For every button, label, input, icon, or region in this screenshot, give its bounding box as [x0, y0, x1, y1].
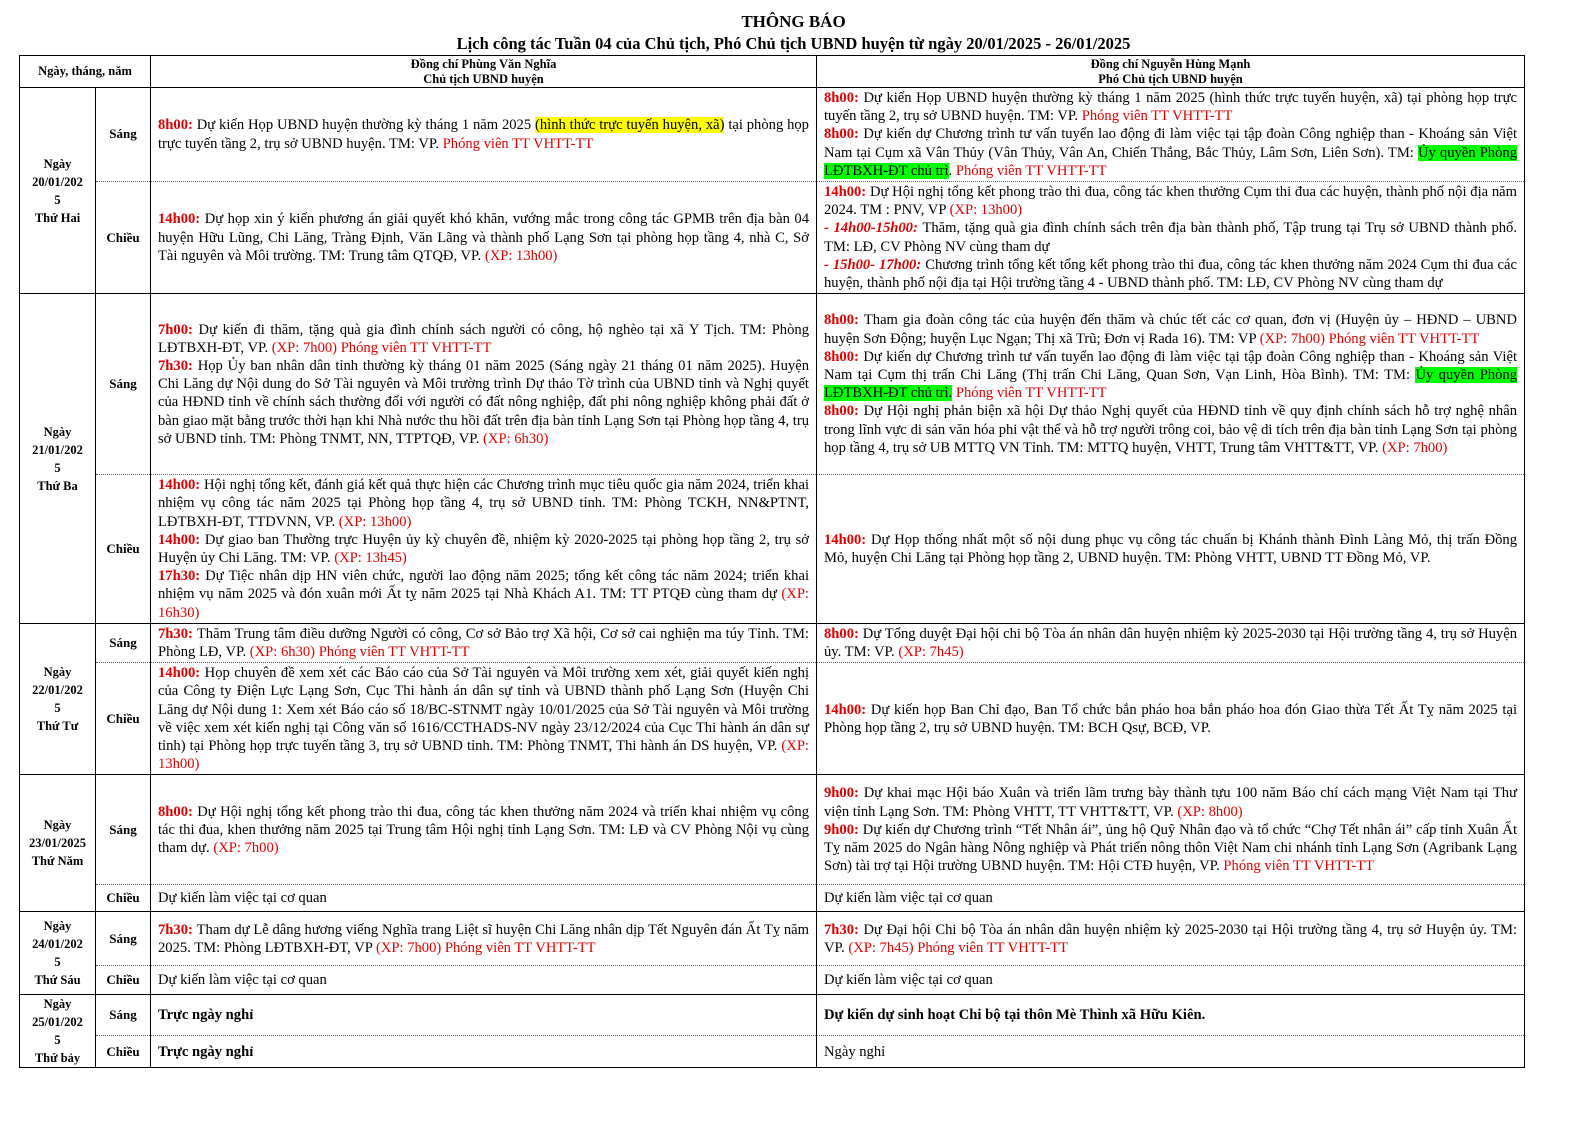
- schedule-entry: [824, 311, 1517, 347]
- entry-time: 7h30:: [158, 357, 198, 374]
- entry-note: (XP: 6h30) Phóng viên TT VHTT-TT: [249, 644, 470, 661]
- entry-time: 7h00:: [158, 321, 199, 338]
- schedule-entry: [158, 531, 809, 567]
- session-morning: Sáng: [96, 995, 151, 1035]
- entry-text: Trực ngày nghỉ: [158, 1007, 254, 1024]
- session-afternoon: Chiều: [96, 966, 151, 995]
- vice-chairman-schedule-cell: [817, 775, 1525, 885]
- entry-text: Dự kiến họp Ban Chỉ đạo, Ban Tổ chức bắn pháo hoa bắn pháo hoa đón Giao thừa Tết Ất Tỵ năm 2025 tại Phòng họp tầng 2, trụ sở UBND huyện. TM: BCH Qsự, BCĐ, VP.: [824, 701, 1518, 736]
- morning-row: [20, 775, 1525, 885]
- entry-text: Dự họp xin ý kiến phương án giải quyết khó khăn, vướng mắc trong công tác GPMB trên địa bàn 04 huyện Hữu Lũng, Chi Lăng, Tràng Định, Văn Lãng và thành phố Lạng Sơn tại phòng họp tầng 4, nhà C, Sở Tài nguyên và Môi trường. TM: Trung tâm QTQĐ, VP.: [158, 211, 809, 264]
- day-label-line: Ngày: [43, 919, 72, 934]
- entry-text: Chương trình tổng kết tổng kết phong trào thi đua, công tác khen thưởng năm 2024 Cụm thi đua các huyện, thành phố nội địa tại Hội trường tầng 4 - UBND thành phố. TM: LĐ, CV Phòng NV cùng tham dự: [824, 256, 1517, 292]
- entry-highlight: (hình thức trực tuyến huyện, xã): [535, 117, 725, 134]
- day-label-line: Thứ Ba: [37, 478, 78, 493]
- entry-note: (XP: 13h00): [949, 202, 1023, 219]
- morning-row: [20, 912, 1525, 966]
- entry-note: (XP: 13h00): [484, 247, 558, 264]
- vice-chairman-schedule-cell: [817, 1035, 1525, 1068]
- entry-note: (XP: 8h00): [1177, 803, 1243, 820]
- entry-note: (XP: 7h45): [898, 644, 964, 661]
- entry-text: Dự kiến đi thăm, tặng quà gia đình chính sách người có công, hộ nghèo tại xã Y Tịch. TM: Phòng LĐTBXH-ĐT, VP.: [158, 321, 809, 356]
- afternoon-row: [20, 475, 1525, 624]
- chairman-schedule-cell: [151, 885, 817, 912]
- day-label-line: 25/01/202: [32, 1015, 83, 1030]
- schedule-entry: [824, 889, 1517, 907]
- morning-row: [20, 623, 1525, 662]
- session-afternoon: Chiều: [96, 182, 151, 294]
- day-label-line: Thứ Tư: [36, 719, 79, 734]
- afternoon-row: [20, 1035, 1525, 1068]
- entry-time: 8h00:: [824, 403, 864, 420]
- morning-row: [20, 995, 1525, 1035]
- entry-note: Phóng viên TT VHTT-TT: [1223, 858, 1375, 875]
- entry-time: 9h00:: [824, 785, 864, 802]
- entry-text: Dự Hội nghị tổng kết phong trào thi đua, công tác khen thưởng Cụm thi đua các huyện, thành phố nội địa năm 2024. TM : PNV, VP: [824, 184, 1518, 219]
- schedule-entry: [824, 821, 1517, 876]
- entry-note: Phóng viên TT VHTT-TT: [955, 162, 1107, 179]
- entry-text: Dự kiến làm việc tại cơ quan: [824, 890, 993, 907]
- chairman-schedule-cell: [151, 88, 817, 182]
- schedule-entry: [824, 1006, 1517, 1024]
- session-afternoon: Chiều: [96, 1035, 151, 1068]
- schedule-entry: [158, 567, 809, 622]
- schedule-entry: [824, 219, 1517, 255]
- entry-text: Dự kiến dự Chương trình “Tết Nhân ái”, ủng hộ Quỹ Nhân đạo và tổ chức “Chợ Tết nhân ái” cấp tỉnh Xuân Ất Tỵ năm 2025 do Ngân hàng Nông nghiệp và Phát triển nông thôn Việt Nam chi nhánh tỉnh Lạng Sơn (Agribank Lạng Sơn) tài trợ tại Hội trường UBND huyện. TM: Hội CTĐ huyện, VP.: [824, 821, 1518, 875]
- day-label: [20, 294, 96, 624]
- afternoon-row: [20, 966, 1525, 995]
- entry-time: 14h00:: [158, 211, 205, 228]
- schedule-entry: [158, 116, 809, 152]
- schedule-entry: [158, 625, 809, 661]
- entry-note: (XP: 7h00): [1382, 439, 1448, 456]
- header-chairman: [151, 56, 817, 88]
- entry-text: Họp Ủy ban nhân dân tỉnh thường kỳ tháng 01 năm 2025 (Sáng ngày 21 tháng 01 năm 2025). Huyện Chi Lăng dự Nội dung do Sở Tài nguyên và Môi trường trình Dự thảo Tờ trình của UBND tỉnh và Nghị quyết của HĐND tỉnh về chính sách thường đối với người có đất nông nghiệp, đất phi nông nghiệp không phải đất ở bàn giao mặt bằng trước thời hạn khi Nhà nước thu hồi đất trên địa bàn tỉnh Lạng Sơn tại Phòng họp tầng 4, trụ sở UBND tỉnh. TM: Phòng TNMT, NN, TTPTQĐ, VP.: [158, 357, 809, 447]
- entry-time: 8h00:: [824, 348, 864, 365]
- vice-chairman-schedule-cell: [817, 663, 1525, 775]
- session-morning: Sáng: [96, 88, 151, 182]
- chairman-schedule-cell: [151, 294, 817, 475]
- entry-time: 17h30:: [158, 568, 206, 585]
- day-label-line: 5: [54, 701, 61, 716]
- chairman-schedule-cell: [151, 1035, 817, 1068]
- entry-note: (XP: 7h00) Phóng viên TT VHTT-TT: [271, 339, 492, 356]
- day-label-line: 21/01/202: [32, 442, 83, 457]
- day-label-line: Thứ Hai: [34, 210, 81, 225]
- schedule-entry: [824, 701, 1517, 737]
- entry-time: 8h00:: [158, 803, 198, 820]
- schedule-entry: [824, 531, 1517, 567]
- day-label-line: 20/01/202: [32, 174, 83, 189]
- session-morning: Sáng: [96, 912, 151, 966]
- day-label-line: Ngày: [43, 997, 72, 1012]
- day-label-line: 5: [54, 1033, 61, 1048]
- entry-time: 7h30:: [824, 921, 864, 938]
- entry-text: Dự Hội nghị phản biện xã hội Dự thảo Nghị quyết của HĐND tỉnh về quy định chính sách hỗ trợ nghệ nhân trong lĩnh vực di sản văn hóa phi vật thể và hỗ trợ người trông coi, bảo vệ di tích trên địa bàn tỉnh Lạng Sơn tại phòng họp tầng 4, trụ sở UB MTTQ VN Tỉnh. TM: MTTQ huyện, VHTT, Trung tâm VHTT&TT, VP.: [824, 403, 1517, 456]
- session-afternoon: Chiều: [96, 475, 151, 624]
- document-subtitle: Lịch công tác Tuần 04 của Chủ tịch, Phó Chủ tịch UBND huyện từ ngày 20/01/2025 - 26/01/2025: [456, 34, 1131, 53]
- day-label: [20, 623, 96, 775]
- entry-note: (XP: 7h00): [213, 840, 279, 857]
- entry-text: Hội nghị tổng kết, đánh giá kết quả thực hiện các Chương trình mục tiêu quốc gia năm 2024, triển khai nhiệm vụ công tác năm 2025 tại Phòng họp tầng 4, trụ sở UBND tỉnh. TM: Phòng TCKH, NN&PTNT, LĐTBXH-ĐT, TTDVNN, VP.: [158, 477, 809, 530]
- entry-time: 7h30:: [158, 625, 197, 642]
- chairman-schedule-cell: [151, 775, 817, 885]
- day-label: [20, 995, 96, 1068]
- chairman-schedule-cell: [151, 912, 817, 966]
- entry-text: Dự Hội nghị tổng kết phong trào thi đua, công tác khen thưởng năm 2024 và triển khai nhiệm vụ công tác thi đua, khen thưởng năm 2025 tại Trung tâm Hội nghị tỉnh Lạng Sơn. TM: LĐ và CV Phòng Nội vụ cùng tham dự.: [158, 803, 810, 857]
- day-label: [20, 912, 96, 995]
- schedule-entry: [824, 921, 1517, 957]
- table-header-row: [20, 56, 1525, 88]
- afternoon-row: [20, 885, 1525, 912]
- day-label-line: Ngày: [43, 818, 72, 833]
- entry-note: (XP: 7h00) Phóng viên TT VHTT-TT: [375, 939, 596, 956]
- schedule-entry: [824, 1043, 1517, 1061]
- vice-chairman-schedule-cell: [817, 623, 1525, 662]
- entry-text: Dự Tổng duyệt Đại hội chi bộ Tòa án nhân dân huyện nhiệm kỳ 2025-2030 tại Hội trường tầng 4, trụ sở Huyện ủy. TM: VP.: [824, 625, 1517, 661]
- day-label: [20, 88, 96, 294]
- schedule-entry: [824, 89, 1517, 125]
- schedule-entry: [158, 803, 809, 858]
- entry-time: 8h00:: [158, 117, 197, 134]
- chairman-schedule-cell: [151, 663, 817, 775]
- entry-note: (XP: 7h45) Phóng viên TT VHTT-TT: [848, 939, 1068, 956]
- day-label: [20, 775, 96, 912]
- session-morning: Sáng: [96, 294, 151, 475]
- header-vice-chairman-role: Phó Chủ tịch UBND huyện: [1098, 71, 1243, 86]
- day-label-line: 5: [54, 955, 61, 970]
- entry-time: - 15h00- 17h00:: [824, 256, 926, 273]
- day-label-line: 5: [54, 460, 61, 475]
- entry-text: Dự kiến Họp UBND huyện thường kỳ tháng 1 năm 2025: [196, 117, 535, 134]
- schedule-entry: [824, 784, 1517, 820]
- entry-note: (XP: 13h00): [338, 513, 412, 530]
- entry-note: Phóng viên TT VHTT-TT: [1081, 108, 1233, 125]
- day-label-line: Thứ Sáu: [34, 973, 81, 988]
- entry-text: Trực ngày nghỉ: [158, 1043, 254, 1060]
- schedule-entry: [158, 321, 809, 357]
- vice-chairman-schedule-cell: [817, 966, 1525, 995]
- morning-row: [20, 88, 1525, 182]
- entry-text: Dự kiến Họp UBND huyện thường kỳ tháng 1 năm 2025 (hình thức trực tuyến huyện, xã) tại phòng họp trực tuyến tầng 2, trụ sở UBND huyện. TM: VP.: [824, 90, 1518, 125]
- morning-row: [20, 294, 1525, 475]
- day-label-line: Ngày: [43, 156, 72, 171]
- entry-time: 14h00:: [824, 701, 871, 718]
- entry-text: Dự Họp thống nhất một số nội dung phục vụ công tác chuẩn bị Khánh thành Đình Làng Mỏ, thị trấn Đồng Mỏ, huyện Chi Lăng tại Phòng họp tầng 2, UBND huyện. TM: Phòng VHTT, UBND TT Đồng Mỏ, VP.: [824, 531, 1517, 567]
- header-date-column: Ngày, tháng, năm: [20, 56, 151, 88]
- day-label-line: 5: [54, 192, 61, 207]
- vice-chairman-schedule-cell: [817, 885, 1525, 912]
- entry-highlight: Ủy quyền Phòng LĐTBXH-ĐT chủ trì.: [824, 367, 1517, 402]
- header-vice-chairman: [817, 56, 1525, 88]
- entry-text: Dự kiến dự Chương trình tư vấn tuyển lao động đi làm việc tại tập đoàn Công nghiệp than - Khoáng sản Việt Nam tại Cụm thị trấn Chi Lăng (Thị trấn Chi Lăng, Quan Sơn, Vạn Linh, Hòa Bình). TM: TM:: [824, 348, 1518, 384]
- schedule-entry: [158, 1006, 809, 1024]
- day-label-line: 22/01/202: [32, 683, 83, 698]
- entry-text: Dự Đại hội Chi bộ Tòa án nhân dân huyện nhiệm kỳ 2025-2030 tại Hội trường tầng 4, trụ sở Huyện ủy. TM: VP.: [824, 921, 1518, 956]
- entry-note: Phóng viên TT VHTT-TT: [955, 385, 1107, 402]
- entry-time: 14h00:: [158, 477, 204, 494]
- entry-text: Dự kiến làm việc tại cơ quan: [824, 972, 993, 989]
- entry-time: 8h00:: [824, 126, 864, 143]
- entry-note: (XP: 6h30): [483, 430, 549, 447]
- schedule-entry: [824, 183, 1517, 219]
- entry-text: Tham gia đoàn công tác của huyện đến thăm và chúc tết các cơ quan, đơn vị (Huyện ủy – HĐND – UBND huyện Sơn Động; huyện Lục Ngạn; Thị xã Trũ; Đơn vị Rada 16). TM: VP: [824, 312, 1517, 347]
- entry-text: Tham dự Lễ dâng hương viếng Nghĩa trang Liệt sĩ huyện Chi Lăng nhân dịp Tết Nguyên đán Ất Tỵ năm 2025. TM: Phòng LĐTBXH-ĐT, VP: [158, 921, 809, 956]
- entry-text: Dự giao ban Thường trực Huyện ủy kỳ chuyên đề, nhiệm kỳ 2020-2025 tại phòng họp tầng 2, trụ sở Huyện ủy Chi Lăng. TM: VP.: [158, 531, 810, 567]
- entry-text: tại phòng họp trực tuyến tầng 2, trụ sở UBND huyện. TM: VP.: [158, 117, 809, 152]
- entry-time: - 14h00-15h00:: [824, 220, 923, 237]
- schedule-entry: [824, 625, 1517, 661]
- schedule-entry: [158, 664, 809, 773]
- schedule-entry: [158, 1043, 809, 1061]
- session-afternoon: Chiều: [96, 663, 151, 775]
- entry-text: Ngày nghỉ: [824, 1043, 886, 1060]
- schedule-entry: [824, 348, 1517, 403]
- entry-text: Thăm, tặng quà gia đình chính sách trên địa bàn thành phố, Tập trung tại Trụ sở UBND thành phố. TM: LĐ, CV Phòng NV cùng tham dự: [824, 220, 1517, 255]
- vice-chairman-schedule-cell: [817, 912, 1525, 966]
- entry-highlight: Ủy quyền Phòng LĐTBXH-ĐT chủ trì: [824, 144, 1517, 179]
- schedule-entry: [158, 357, 809, 448]
- afternoon-row: [20, 182, 1525, 294]
- entry-text: Thăm Trung tâm điều dưỡng Người có công, Cơ sở Bảo trợ Xã hội, Cơ sở cai nghiện ma túy Tỉnh. TM: Phòng LĐ, VP.: [158, 625, 809, 661]
- schedule-entry: [824, 971, 1517, 989]
- vice-chairman-schedule-cell: [817, 294, 1525, 475]
- entry-note: (XP: 13h45): [334, 550, 407, 567]
- day-label-line: Thứ Năm: [31, 854, 84, 869]
- entry-text: Dự khai mạc Hội báo Xuân và triển lãm trưng bày thành tựu 100 năm Báo chí cách mạng Việt Nam tại Thư viện tỉnh Lạng Sơn. TM: Phòng VHTT, TT VHTT&TT, VP.: [824, 785, 1517, 820]
- vice-chairman-schedule-cell: [817, 88, 1525, 182]
- entry-time: 8h00:: [824, 90, 864, 106]
- entry-text: Dự kiến dự sinh hoạt Chi bộ tại thôn Mè Thình xã Hữu Kiên.: [824, 1007, 1206, 1024]
- session-morning: Sáng: [96, 775, 151, 885]
- day-label-line: Thứ bảy: [34, 1051, 81, 1066]
- afternoon-row: [20, 663, 1525, 775]
- schedule-entry: [158, 476, 809, 531]
- entry-text: Dự kiến dự Chương trình tư vấn tuyển lao động đi làm việc tại tập đoàn Công nghiệp than - Khoáng sản Việt Nam tại Cụm xã Vân Thủy (Vân Thủy, Vân An, Chiến Thắng, Bắc Thủy, Lâm Sơn, Liên Sơn). TM:: [824, 126, 1518, 161]
- schedule-entry: [158, 889, 809, 907]
- entry-time: 8h00:: [824, 312, 864, 329]
- schedule-entry: [824, 256, 1517, 292]
- day-label-line: 23/01/2025: [29, 836, 86, 851]
- entry-time: 14h00:: [824, 184, 870, 201]
- entry-text: Dự kiến làm việc tại cơ quan: [158, 890, 327, 907]
- schedule-entry: [158, 971, 809, 989]
- entry-note: (XP: 7h00) Phóng viên TT VHTT-TT: [1259, 330, 1480, 347]
- chairman-schedule-cell: [151, 966, 817, 995]
- vice-chairman-schedule-cell: [817, 995, 1525, 1035]
- entry-text: .: [948, 162, 956, 179]
- entry-time: 14h00:: [158, 665, 205, 682]
- entry-time: 8h00:: [824, 625, 863, 642]
- header-chairman-name: Đồng chí Phùng Văn Nghĩa: [410, 56, 557, 71]
- session-afternoon: Chiều: [96, 885, 151, 912]
- header-vice-chairman-name: Đồng chí Nguyễn Hùng Mạnh: [1090, 56, 1251, 71]
- entry-note: (XP: 16h30): [158, 586, 809, 621]
- chairman-schedule-cell: [151, 475, 817, 624]
- chairman-schedule-cell: [151, 623, 817, 662]
- day-label-line: 24/01/202: [32, 937, 83, 952]
- entry-text: Dự kiến làm việc tại cơ quan: [158, 972, 327, 989]
- entry-time: 9h00:: [824, 821, 863, 838]
- session-morning: Sáng: [96, 623, 151, 662]
- entry-text: Họp chuyên đề xem xét các Báo cáo của Sở Tài nguyên và Môi trường xem xét, giải quyết kiến nghị của Công ty Điện Lực Lạng Sơn, Cục Thi hành án dân sự tỉnh và UBND thành phố Lạng Sơn (Huyện Chi Lăng dự Nội dung 1: Xem xét Báo cáo số 18/BC-STNMT ngày 10/01/2025 của Sở Tài nguyên và Môi trường về việc xem xét kiến nghị tại Công văn số 1616/CCTHADS-NV ngày 23/12/2024 của Cục Thi hành án dân sự tỉnh) tại Phòng họp trực tuyến tầng 3, trụ sở UBND tỉnh. TM: Phòng TNMT, Thi hành án DS huyện, VP.: [158, 665, 809, 755]
- schedule-entry: [824, 125, 1517, 180]
- header-chairman-role: Chủ tịch UBND huyện: [423, 71, 544, 86]
- document-title: THÔNG BÁO: [741, 12, 846, 31]
- vice-chairman-schedule-cell: [817, 182, 1525, 294]
- entry-time: 14h00:: [158, 531, 205, 548]
- day-label-line: Ngày: [43, 424, 72, 439]
- chairman-schedule-cell: [151, 182, 817, 294]
- entry-text: Dự Tiệc nhân dịp HN viên chức, người lao động năm 2025; tổng kết công tác năm 2024; triển khai nhiệm vụ năm 2025 và đón xuân mới Ất tỵ năm 2025 tại Nhà Khách A1. TM: TT PTQĐ cùng tham dự: [158, 568, 810, 603]
- day-label-line: Ngày: [43, 665, 72, 680]
- schedule-entry: [158, 210, 809, 265]
- schedule-entry: [158, 921, 809, 957]
- schedule-table: [19, 55, 1525, 1068]
- schedule-entry: [824, 402, 1517, 457]
- vice-chairman-schedule-cell: [817, 475, 1525, 624]
- entry-note: (XP: 13h00): [158, 738, 809, 773]
- entry-time: 14h00:: [824, 531, 871, 548]
- entry-time: 7h30:: [158, 921, 197, 938]
- chairman-schedule-cell: [151, 995, 817, 1035]
- entry-note: Phóng viên TT VHTT-TT: [442, 135, 594, 152]
